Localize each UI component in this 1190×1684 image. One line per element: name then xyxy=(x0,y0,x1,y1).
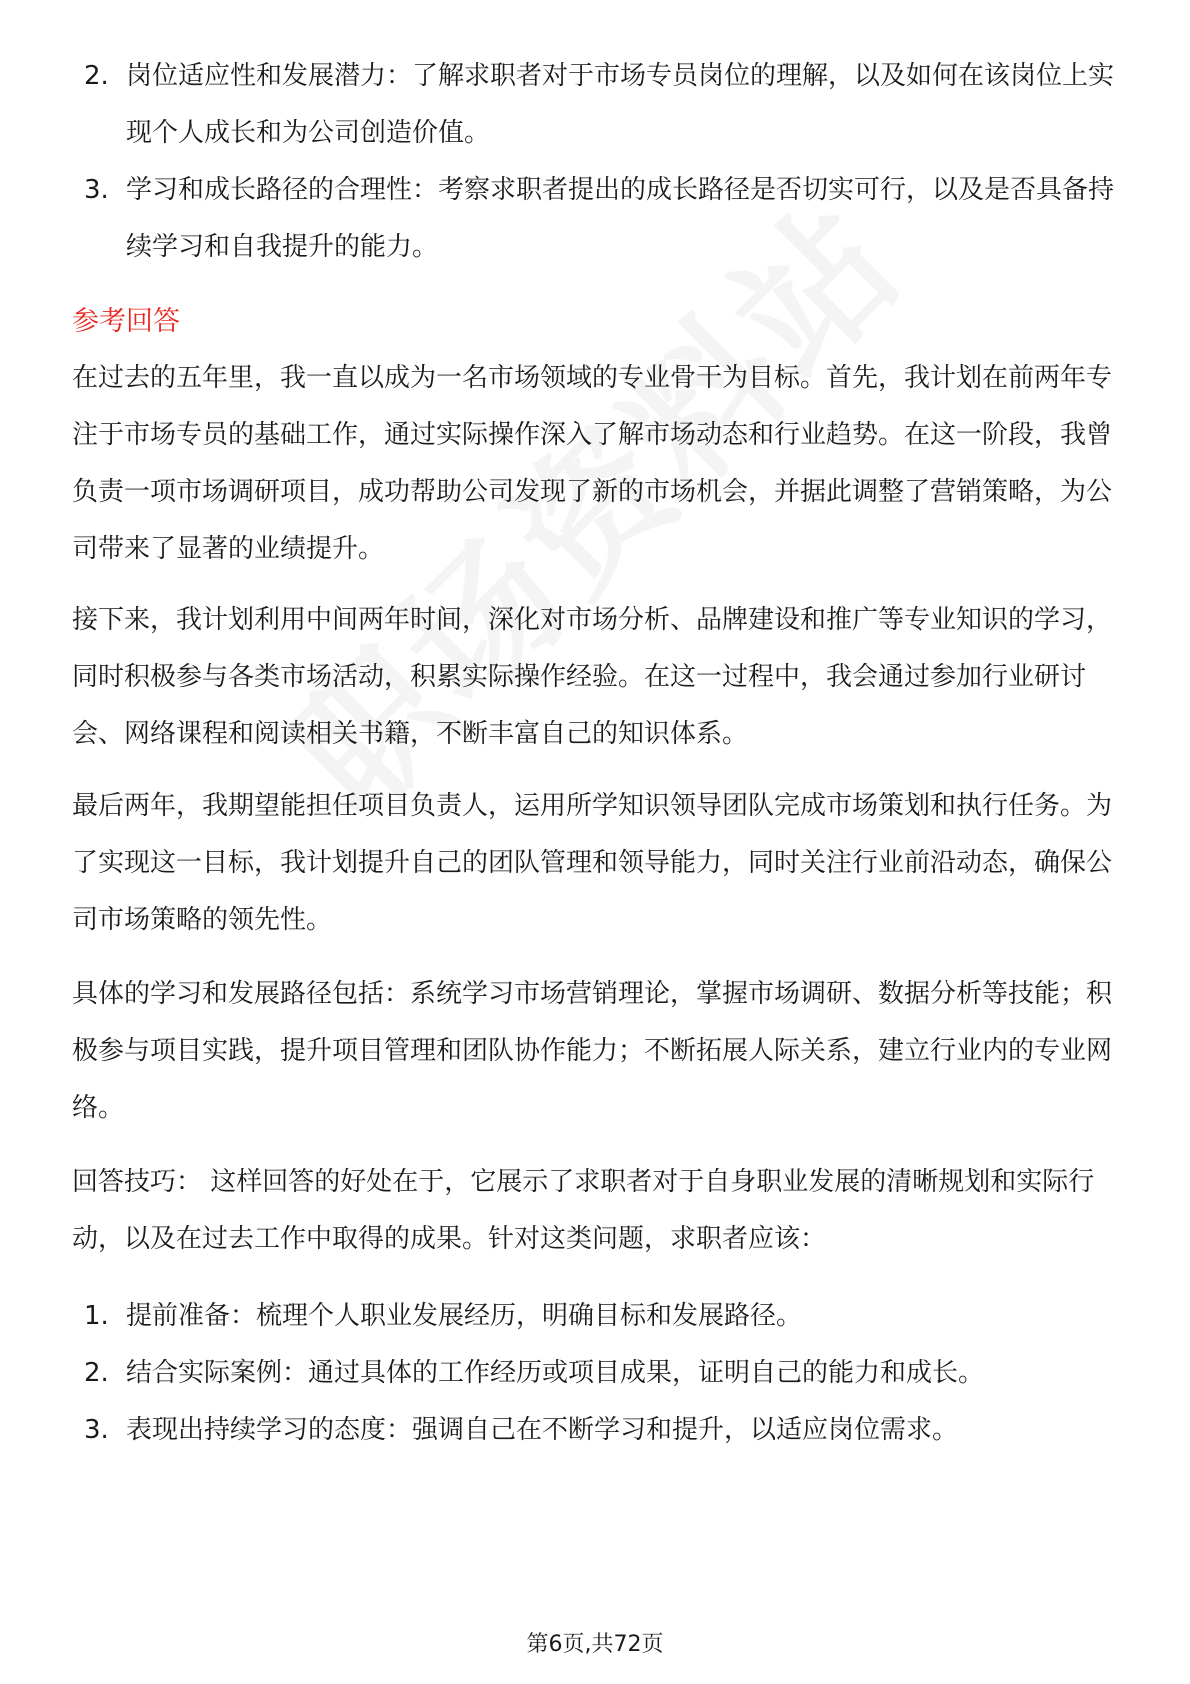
list-text: 提前准备：梳理个人职业发展经历，明确目标和发展路径。 xyxy=(126,1301,803,1331)
answer-heading: 参考回答 xyxy=(72,306,180,337)
list-item xyxy=(70,1402,1130,1459)
answer-paragraph: 接下来，我计划利用中间两年时间，深化对市场分析、品牌建设和推广等专业知识的学习，同时积极参与各类市场活动，积累实际操作经验。在这一过程中，我会通过参加行业研讨会、网络课程和阅读相关书籍，不断丰富自己的知识体系。 xyxy=(72,605,1113,749)
answer-paragraph: 具体的学习和发展路径包括：系统学习市场营销理论，掌握市场调研、数据分析等技能；积极参与项目实践，提升项目管理和团队协作能力；不断拓展人际关系，建立行业内的专业网络。 xyxy=(72,979,1113,1123)
list-number: 3. xyxy=(84,1415,109,1445)
list-text: 岗位适应性和发展潜力：了解求职者对于市场专员岗位的理解，以及如何在该岗位上实现个人成长和为公司创造价值。 xyxy=(126,61,1115,148)
list-number: 2. xyxy=(84,1358,109,1388)
list-item xyxy=(70,1288,1130,1345)
answer-paragraph: 在过去的五年里，我一直以成为一名市场领域的专业骨干为目标。首先，我计划在前两年专注于市场专员的基础工作，通过实际操作深入了解市场动态和行业趋势。在这一阶段，我曾负责一项市场调研项目，成功帮助公司发现了新的市场机会，并据此调整了营销策略，为公司带来了显著的业绩提升。 xyxy=(72,363,1113,564)
answer-paragraph: 最后两年，我期望能担任项目负责人，运用所学知识领导团队完成市场策划和执行任务。为了实现这一目标，我计划提升自己的团队管理和领导能力，同时关注行业前沿动态，确保公司市场策略的领先性。 xyxy=(72,791,1113,935)
list-number: 1. xyxy=(84,1301,109,1331)
page-number: 第6页,共72页 xyxy=(526,1632,664,1657)
list-number: 2. xyxy=(84,61,109,91)
list-text: 表现出持续学习的态度：强调自己在不断学习和提升，以适应岗位需求。 xyxy=(126,1415,959,1445)
list-number: 3. xyxy=(84,175,109,205)
list-text: 学习和成长路径的合理性：考察求职者提出的成长路径是否切实可行，以及是否具备持续学习和自我提升的能力。 xyxy=(126,175,1115,262)
tips-intro-paragraph: 回答技巧： 这样回答的好处在于，它展示了求职者对于自身职业发展的清晰规划和实际行动，以及在过去工作中取得的成果。针对这类问题，求职者应该： xyxy=(72,1167,1095,1254)
list-text: 结合实际案例：通过具体的工作经历或项目成果，证明自己的能力和成长。 xyxy=(126,1358,985,1388)
list-item xyxy=(70,162,1130,276)
tips-list xyxy=(70,1288,1130,1459)
list-item xyxy=(70,1345,1130,1402)
list-item xyxy=(70,48,1130,162)
criteria-list xyxy=(70,48,1130,276)
